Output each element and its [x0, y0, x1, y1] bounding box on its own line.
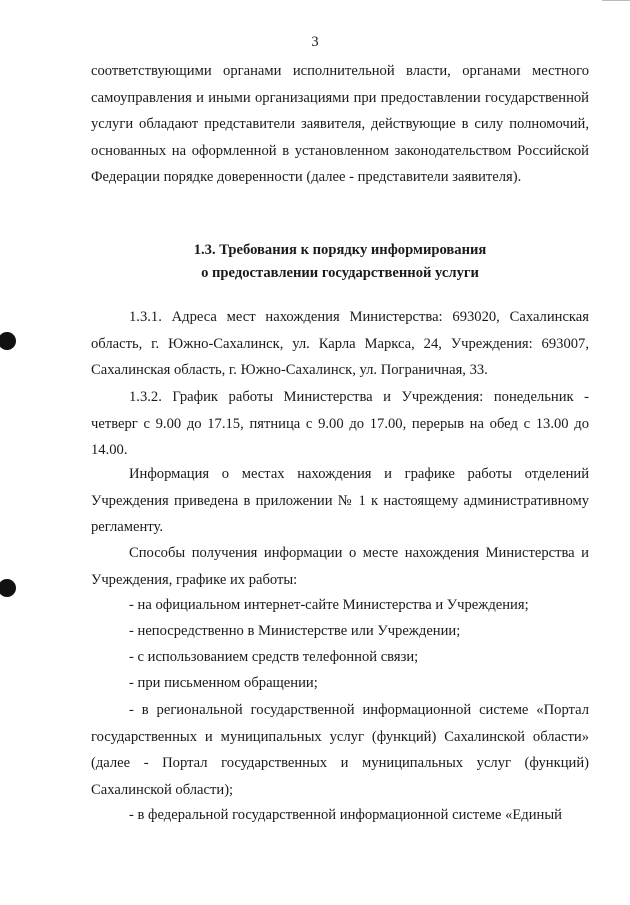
list-item-in-person: - непосредственно в Министерстве или Учреждении; [129, 623, 461, 639]
paragraph-intro: соответствующими органами исполнительной власти, органами местного самоуправления и иными организациями при предоставлении государственной услуги обладают представители заявителя, действующие в силу полномочий, основанных на оформленной в установленном законодательством Российской Федерации порядке доверенности (далее - представители заявителя). [91, 63, 589, 185]
list-item-federal-portal: - в федеральной государственной информационной системе «Единый [129, 807, 562, 823]
binder-hole-top [0, 332, 16, 350]
scan-edge-line [602, 0, 630, 1]
binder-hole-bottom [0, 579, 16, 597]
page-number: 3 [311, 34, 319, 50]
paragraph-1-3-2: 1.3.2. График работы Министерства и Учреждения: понедельник - четверг с 9.00 до 17.15, пятница с 9.00 до 17.00, перерыв на обед с 13.00 до 14.00. [91, 389, 589, 458]
list-item-written: - при письменном обращении; [129, 675, 318, 691]
paragraph-branches-info: Информация о местах нахождения и графике работы отделений Учреждения приведена в приложении № 1 к настоящему административному регламенту. [91, 466, 589, 535]
section-heading-line2: о предоставлении государственной услуги [201, 265, 479, 281]
list-item-phone: - с использованием средств телефонной связи; [129, 649, 419, 665]
list-item-regional-portal: - в региональной государственной информационной системе «Портал государственных и муниципальных услуг (функций) Сахалинской области» (далее - Портал государственных и муниципальных услуг (функций) Сахалинской области); [91, 702, 589, 798]
list-item-website: - на официальном интернет-сайте Министерства и Учреждения; [129, 597, 529, 613]
paragraph-methods-intro: Способы получения информации о месте нахождения Министерства и Учреждения, графике их работы: [91, 545, 589, 588]
section-heading-line1: 1.3. Требования к порядку информирования [193, 242, 487, 258]
paragraph-1-3-1: 1.3.1. Адреса мест нахождения Министерства: 693020, Сахалинская область, г. Южно-Сахалинск, ул. Карла Маркса, 24, Учреждения: 693007, Сахалинская область, г. Южно-Сахалинск, ул. Пограничная, 33. [91, 309, 589, 378]
